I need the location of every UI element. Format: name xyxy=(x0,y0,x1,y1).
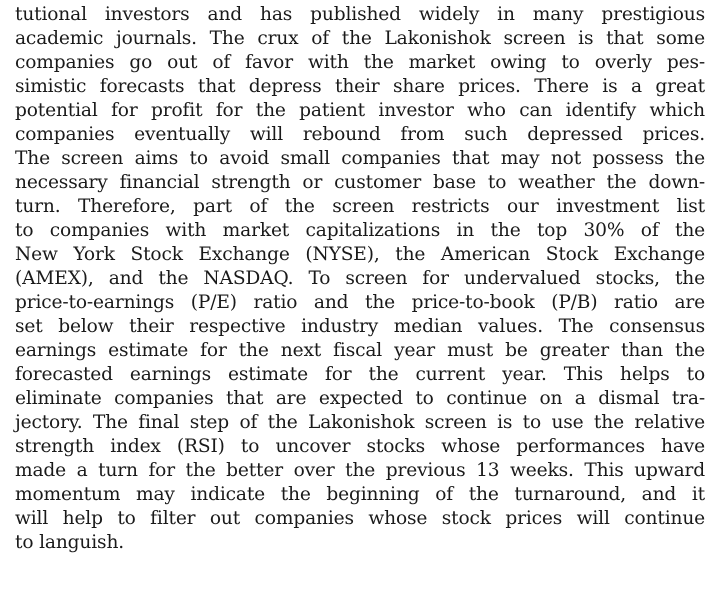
text-line: jectory. The final step of the Lakonishok screen is to use the relative xyxy=(15,412,705,433)
text-line: New York Stock Exchange (NYSE), the American Stock Exchange xyxy=(15,244,705,265)
text-line: (AMEX), and the NASDAQ. To screen for undervalued stocks, the xyxy=(15,268,705,289)
text-line: to languish. xyxy=(15,532,125,553)
text-line: earnings estimate for the next fiscal year must be greater than the xyxy=(15,340,705,361)
text-line: simistic forecasts that depress their share prices. There is a great xyxy=(15,76,705,97)
text-line: made a turn for the better over the previous 13 weeks. This upward xyxy=(15,460,705,481)
text-page xyxy=(15,3,705,555)
text-line: academic journals. The crux of the Lakonishok screen is that some xyxy=(15,28,705,49)
text-line: The screen aims to avoid small companies that may not possess the xyxy=(15,148,705,169)
text-line: tutional investors and has published widely in many prestigious xyxy=(15,4,705,25)
text-line: momentum may indicate the beginning of the turnaround, and it xyxy=(15,484,705,505)
text-line: companies eventually will rebound from such depressed prices. xyxy=(15,124,705,145)
text-line: forecasted earnings estimate for the current year. This helps to xyxy=(15,364,705,385)
text-line: necessary financial strength or customer base to weather the down- xyxy=(15,172,705,193)
text-line: eliminate companies that are expected to continue on a dismal tra- xyxy=(15,388,705,409)
text-line: strength index (RSI) to uncover stocks whose performances have xyxy=(15,436,705,457)
text-line: turn. Therefore, part of the screen restricts our investment list xyxy=(15,196,705,217)
text-line: set below their respective industry median values. The consensus xyxy=(15,316,705,337)
text-line: companies go out of favor with the market owing to overly pes- xyxy=(15,52,705,73)
text-line: will help to filter out companies whose stock prices will continue xyxy=(15,508,705,529)
body-paragraph xyxy=(15,3,705,555)
text-line: potential for profit for the patient investor who can identify which xyxy=(15,100,705,121)
text-line: to companies with market capitalizations in the top 30% of the xyxy=(15,220,705,241)
text-line: price-to-earnings (P/E) ratio and the price-to-book (P/B) ratio are xyxy=(15,292,705,313)
